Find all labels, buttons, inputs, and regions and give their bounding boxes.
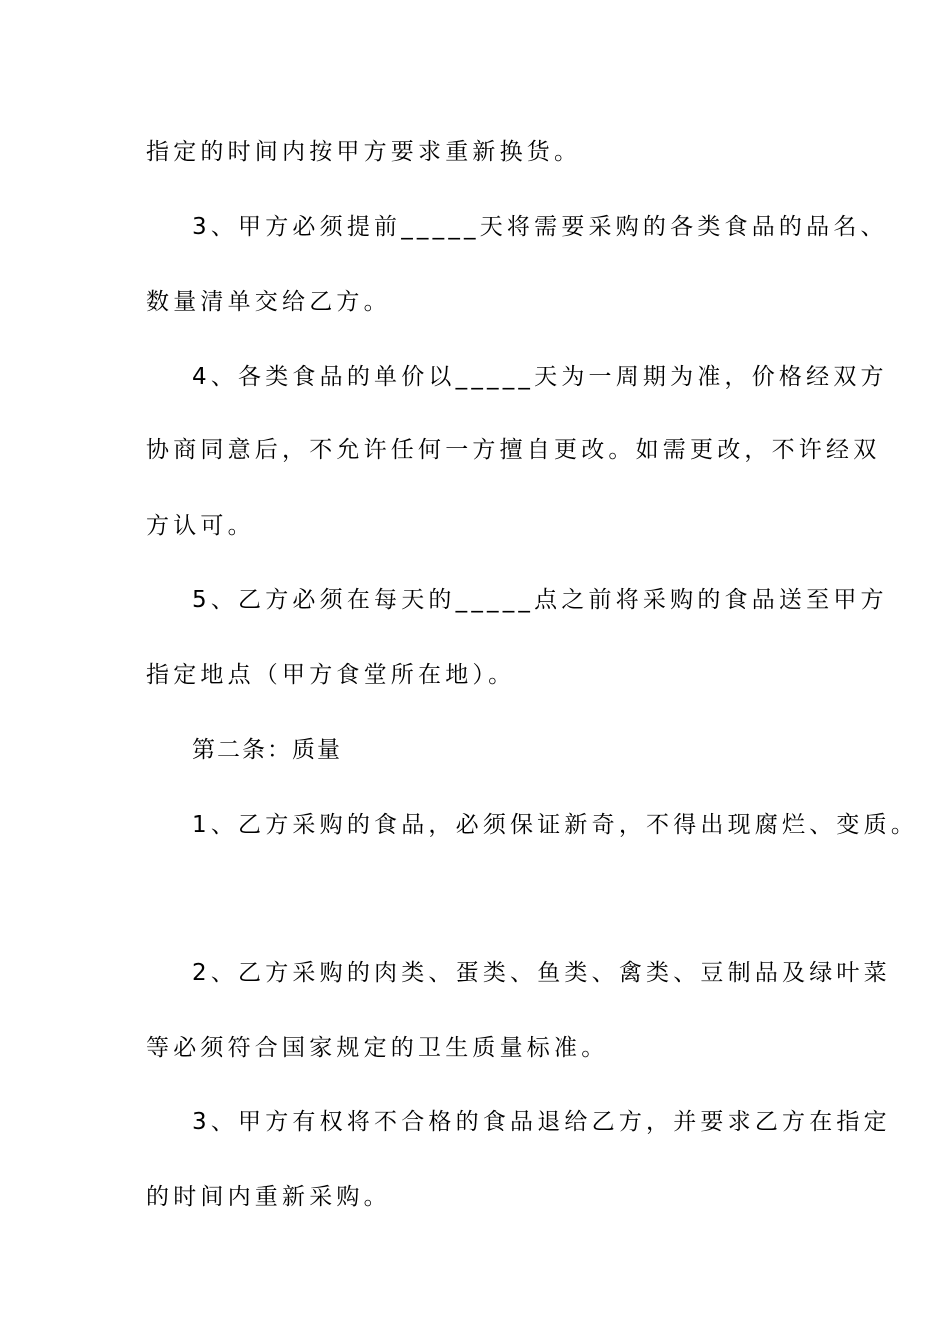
- text-line: 指定地点（甲方食堂所在地）。: [146, 662, 516, 688]
- text-line: 2、乙方采购的肉类、蛋类、鱼类、禽类、豆制品及绿叶菜: [192, 960, 891, 986]
- section-heading: 第二条：质量: [192, 737, 342, 763]
- text-line: 数量清单交给乙方。: [146, 289, 391, 315]
- text-line: 指定的时间内按甲方要求重新换货。: [146, 139, 582, 165]
- text-line: 的时间内重新采购。: [146, 1184, 391, 1210]
- text-line: 5、乙方必须在每天的_____点之前将采购的食品送至甲方: [192, 587, 888, 613]
- text-line: 3、甲方有权将不合格的食品退给乙方，并要求乙方在指定: [192, 1109, 891, 1135]
- text-line: 4、各类食品的单价以_____天为一周期为准，价格经双方: [192, 364, 888, 390]
- text-line: 3、甲方必须提前_____天将需要采购的各类食品的品名、: [192, 214, 888, 240]
- text-line: 方认可。: [146, 513, 255, 539]
- text-line: 1、乙方采购的食品，必须保证新奇，不得出现腐烂、变质。: [192, 812, 919, 838]
- text-line: 协商同意后，不允许任何一方擅自更改。如需更改，不许经双: [146, 437, 881, 463]
- text-line: 等必须符合国家规定的卫生质量标准。: [146, 1035, 609, 1061]
